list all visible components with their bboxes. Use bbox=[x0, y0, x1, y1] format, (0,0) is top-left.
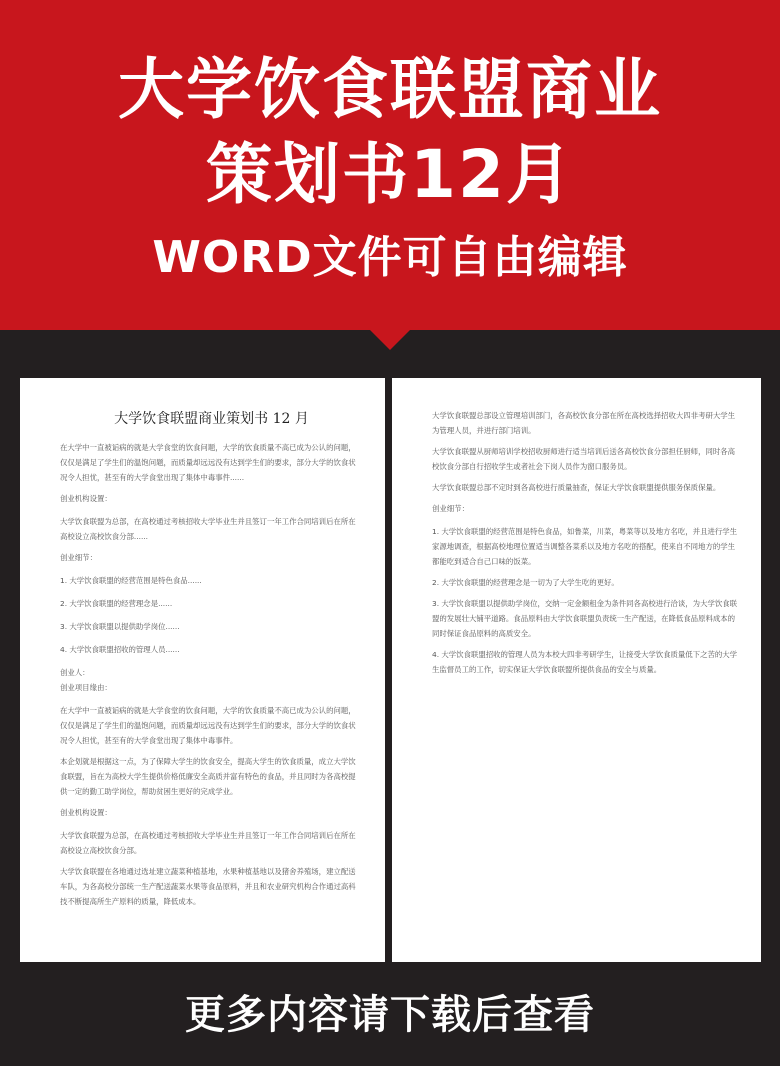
document-paragraph: 创业机构设置： bbox=[60, 494, 112, 503]
document-paragraph: 创业机构设置： bbox=[60, 808, 112, 817]
document-paragraph: 在大学中一直被诟病的就是大学食堂的饮食问题，大学的饮食质量不高已成为公认的问题，仅仅是满足了学生们的温饱问题，而质量却远远没有达到学生们的要求，部分大学的饮食状况令人担忧，甚至有的大学食堂出现了集体中毒事件。 bbox=[60, 706, 356, 745]
banner-title-line-1: 大学饮食联盟商业 bbox=[118, 51, 662, 128]
document-paragraph: 大学饮食联盟为总部，在高校通过考核招收大学毕业生并且签订一年工作合同培训后在所在高校设立高校饮食分部...... bbox=[60, 517, 356, 541]
banner-pointer-arrow bbox=[368, 328, 412, 350]
document-paragraph: 大学饮食联盟从厨师培训学校招收厨师进行适当培训后送各高校饮食分部担任厨师，同时各高校饮食分部自行招收学生或者社会下岗人员作为窗口服务员。 bbox=[432, 447, 736, 471]
document-page-left bbox=[20, 378, 385, 962]
document-paragraph: 4. 大学饮食联盟招收的管理人员...... bbox=[60, 645, 180, 654]
banner-title-line-2: 策划书12月 bbox=[206, 136, 574, 213]
header-banner bbox=[0, 0, 780, 330]
banner-subtitle: WORD文件可自由编辑 bbox=[152, 232, 628, 283]
document-paragraph: 1. 大学饮食联盟的经营范围是特色食品...... bbox=[60, 576, 202, 585]
download-prompt-text: 更多内容请下载后查看 bbox=[185, 992, 595, 1038]
document-paragraph: 1. 大学饮食联盟的经营范围是特色食品，如鲁菜，川菜，粤菜等以及地方名吃，并且进行学生家源地调查，根据高校地理位置适当调整各菜系以及地方名吃的搭配，使来自不同地方的学生都能吃到适合自己口味的饭菜。 bbox=[432, 527, 738, 566]
document-title: 大学饮食联盟商业策划书 12 月 bbox=[114, 411, 309, 427]
document-paragraph: 3. 大学饮食联盟以提供助学岗位，交纳一定金额租金为条件同各高校进行洽谈，为大学饮食联盟的发展壮大铺平道路。食品原料由大学饮食联盟负责统一生产配送，在降低食品原料成本的同时保证食品原料的高质安全。 bbox=[432, 599, 738, 638]
document-paragraph: 4. 大学饮食联盟招收的管理人员为本校大四非考研学生，让接受大学饮食质量低下之苦的大学生监督员工的工作，切实保证大学饮食联盟所提供食品的安全与质量。 bbox=[432, 650, 738, 674]
document-paragraph: 大学饮食联盟为总部，在高校通过考核招收大学毕业生并且签订一年工作合同培训后在所在高校设立高校饮食分部。 bbox=[60, 831, 356, 855]
document-paragraph: 大学饮食联盟在各地通过选址建立蔬菜种植基地，水果种植基地以及猪舍养殖场，建立配送车队，为各高校分部统一生产配送蔬菜水果等食品原料，并且和农业研究机构合作通过高科技不断提高所生产原料的质量，降低成本。 bbox=[60, 867, 356, 906]
document-paragraph: 大学饮食联盟总部设立管理培训部门，各高校饮食分部在所在高校选择招收大四非考研大学生为管理人员，并进行部门培训。 bbox=[432, 411, 736, 435]
document-paragraph: 3. 大学饮食联盟以提供助学岗位...... bbox=[60, 622, 180, 631]
document-paragraph: 2. 大学饮食联盟的经营理念是...... bbox=[60, 599, 173, 608]
document-paragraph: 创业细节： bbox=[432, 504, 469, 513]
document-paragraph: 创业细节： bbox=[60, 553, 97, 562]
document-paragraph: 大学饮食联盟总部不定时到各高校进行质量抽查，保证大学饮食联盟提供服务保质保量。 bbox=[432, 483, 721, 492]
document-paragraph: 在大学中一直被诟病的就是大学食堂的饮食问题，大学的饮食质量不高已成为公认的问题，仅仅是满足了学生们的温饱问题，而质量却远远没有达到学生们的要求，部分大学的饮食状况令人担忧，甚至有的大学食堂出现了集体中毒事件...... bbox=[60, 443, 356, 482]
document-paragraph: 本企划就是根据这一点，为了保障大学生的饮食安全，提高大学生的饮食质量，成立大学饮食联盟，旨在为高校大学生提供价格低廉安全高质并富有特色的食品，并且同时为各高校提供一定的勤工助学岗位，帮助贫困生更好的完成学业。 bbox=[60, 757, 356, 796]
document-paragraph: 创业人： bbox=[60, 668, 90, 677]
document-paragraph: 2. 大学饮食联盟的经营理念是一切为了大学生吃的更好。 bbox=[432, 578, 619, 587]
document-page-right bbox=[392, 378, 761, 962]
document-paragraph: 创业项目缘由： bbox=[60, 683, 112, 692]
